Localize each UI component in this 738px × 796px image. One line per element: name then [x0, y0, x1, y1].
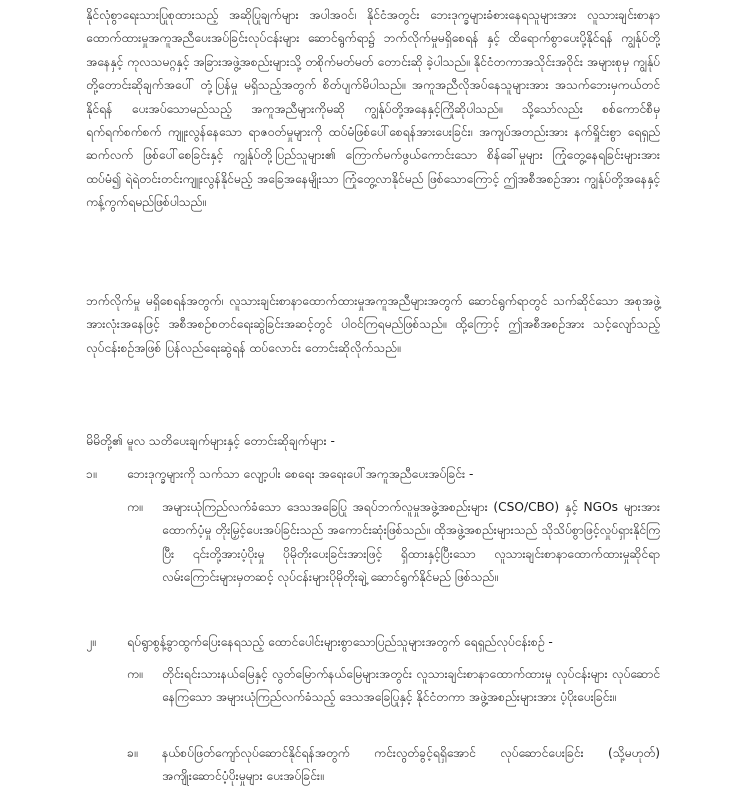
list-item-number: ၁။: [86, 467, 97, 481]
list-item-number: ၂။: [86, 635, 96, 649]
paragraph-2: ဘက်လိုက်မှု မရှိစေရန်အတွက်၊ လူသားချင်းစာနာထောက်ထားမှုအကူအညီများအတွက် ဆောင်ရွက်ရာတွင် သက်ဆိုင်သော အစုအဖွဲ့အားလုံးအနေဖြင့် အစီအစဉ်စတင်ရေးဆွဲခြင်းအဆင့်တွင် ပါဝင်ကြရမည်ဖြစ်သည်။ ထို့ကြောင့် ဤအစီအစဉ်အား သင့်လျော်သည့် လုပ်ငန်းစဉ်အဖြစ် ပြန်လည်ရေးဆွဲရန် ထပ်လောင်း တောင်းဆိုလိုက်သည်။: [86, 294, 660, 355]
paragraph-1: နိုင်လုံစွာရေးသားပြုစုထားသည့် အဆိုပြုချက်များ အပါအဝင်၊ နိုင်ငံအတွင်း ဘေးဒုက္ခများခံစားနေရသူများအား လူသားချင်းစာနာထောက်ထားမှုအကူအညီပေးအပ်ခြင်းလုပ်ငန်းများ ဆောင်ရွက်ရာ၌ ဘက်လိုက်မှုမရှိစေရန် နှင့် ထိရောက်စွာပေးပို့နိုင်ရန် ကျွန်ုပ်တို့အနေနှင့် ကုလသမဂ္ဂနှင့် အခြားအဖွဲ့အစည်းများသို့ တစိုက်မတ်မတ် တောင်းဆို ခဲ့ပါသည်။ နိုင်ငံတကာအသိုင်းအဝိုင်း အများစုမှ ကျွန်ုပ်တို့တောင်းဆိုချက်အပေါ် တုံ့ပြန်မှု မရှိသည့်အတွက် စိတ်ပျက်မိပါသည်။ အကူအညီလိုအပ်နေသူများအား အသက်ဘေးမှကယ်တင်နိုင်ရန် ပေးအပ်သောမည်သည့် အကူအညီများကိုမဆို ကျွန်ုပ်တို့အနေနှင့်ကြိုဆိုပါသည်။ သို့သော်လည်း စစ်ကောင်စီမှ ရက်ရက်စက်စက် ကျူးလွန်နေသော ရာဇဝတ်မှုများကို ထပ်မံဖြစ်ပေါ်စေရန်အားပေးခြင်း၊ အကျပ်အတည်းအား နက်ရှိုင်းစွာ ရေရှည်ဆက်လက် ဖြစ်ပေါ်စေခြင်းနှင့် ကျွန်ုပ်တို့ပြည်သူများ၏ ကြောက်မက်ဖွယ်ကောင်းသော စိန်ခေါ်မှုများ ကြုံတွေ့နေရခြင်းများအား ထပ်မံ၍ ရဲရဲတင်းတင်းကျူးလွန်နိုင်မည့် အခြေအနေမျိုးသာ ကြုံတွေ့လာနိုင်မည် ဖြစ်သောကြောင့် ဤအစီအစဉ်အား ကျွန်ုပ်တို့အနေနှင့် ကန့်ကွက်ရမည်ဖြစ်ပါသည်။: [86, 8, 660, 210]
section-heading: မိမိတို့၏ မူလ သတိပေးချက်များနှင့် တောင်းဆိုချက်များ -: [86, 434, 335, 448]
sub-item-text: နယ်စပ်ဖြတ်ကျော်လုပ်ဆောင်နိုင်ရန်အတွက် ကင်းလွတ်ခွင့်ရရှိအောင် လုပ်ဆောင်ပေးခြင်း (သို့မဟုတ်) အကျိုးဆောင်ပံ့ပိုးမှုများ ပေးအပ်ခြင်း။: [162, 746, 660, 784]
list-item-text: ဘေးဒုက္ခများကို သက်သာ လျော့ပါး စေရေး အရေးပေါ်အကူအညီပေးအပ်ခြင်း -: [127, 467, 474, 481]
sub-item-text: တိုင်းရင်းသားနယ်မြေနှင့် လွတ်မြောက်နယ်မြေများအတွင်း လူသားချင်းစာနာထောက်ထားမှု လုပ်ငန်းများ လုပ်ဆောင်နေကြသော အများယုံကြည်လက်ခံသည့် ဒေသအခြေပြုနှင့် နိုင်ငံတကာ အဖွဲ့အစည်းများအား ပံ့ပိုးပေးခြင်း။: [162, 667, 660, 705]
sub-item-number: ခ။: [127, 746, 138, 760]
sub-item-number: က။: [127, 500, 143, 514]
list-item-text: ရပ်ရွာစွန့်ခွာထွက်ပြေးနေရသည့် ထောင်ပေါင်းများစွာသောပြည်သူများအတွက် ရေရှည်လုပ်ငန်းစဉ် -: [127, 635, 553, 649]
sub-item-number: က။: [127, 667, 143, 681]
sub-item-text: အများယုံကြည်လက်ခံသော ဒေသအခြေပြု အရပ်ဘက်လူမှုအဖွဲ့အစည်းများ (CSO/CBO) နှင့် NGOs များအား ထောက်ပံ့မှု တိုးမြှင့်ပေးအပ်ခြင်းသည် အကောင်းဆုံးဖြစ်သည်။ ထိုအဖွဲ့အစည်းများသည် သိုသိပ်စွာဖြင့်လှုပ်ရှားနိုင်ကြပြီး ၎င်းတို့အားပံ့ပိုးမှု ပိုမိုတိုးပေးခြင်းအားဖြင့် ရှိထားနှင့်ပြီးသော လူသားချင်းစာနာထောက်ထားမှုဆိုင်ရာ လမ်းကြောင်းများမှတဆင့် လုပ်ငန်းများပိုမိုတိုးချဲ့ ဆောင်ရွက်နိုင်မည် ဖြစ်သည်။: [162, 500, 660, 585]
